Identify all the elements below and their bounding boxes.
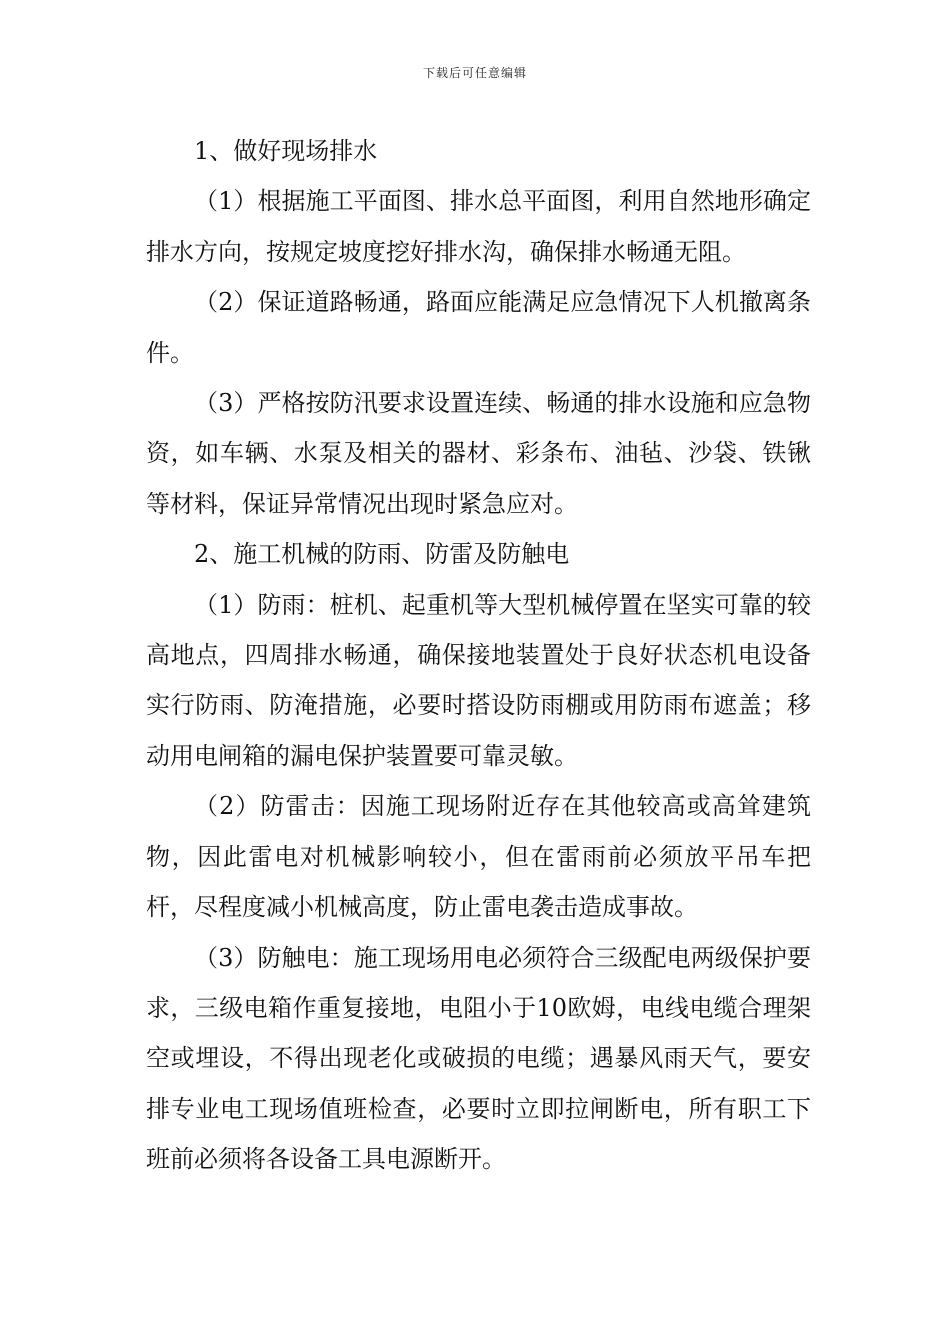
section-heading-machinery-protection: 2、施工机械的防雨、防雷及防触电 <box>194 540 570 569</box>
document-body <box>146 126 811 1185</box>
paragraph-road-access: （2）保证道路畅通，路面应能满足应急情况下人机撤离条件。 <box>146 288 811 367</box>
paragraph-flood-supplies: （3）严格按防汛要求设置连续、畅通的排水设施和应急物资，如车辆、水泵及相关的器材、彩条布、油毡、沙袋、铁锹等材料，保证异常情况出现时紧急应对。 <box>146 389 811 518</box>
section-heading-drainage: 1、做好现场排水 <box>194 137 378 165</box>
header-note: 下载后可任意编辑 <box>422 66 527 80</box>
paragraph-electric-shock-protection: （3）防触电：施工现场用电必须符合三级配电两级保护要求，三级电箱作重复接地，电阻小于10欧姆，电线电缆合理架空或埋设，不得出现老化或破损的电缆；遇暴风雨天气，要安排专业电工现场值班检查，必要时立即拉闸断电，所有职工下班前必须将各设备工具电源断开。 <box>146 943 811 1174</box>
paragraph-rain-protection: （1）防雨：桩机、起重机等大型机械停置在坚实可靠的较高地点，四周排水畅通，确保接地装置处于良好状态机电设备实行防雨、防淹措施，必要时搭设防雨棚或用防雨布遮盖；移动用电闸箱的漏电保护装置要可靠灵敏。 <box>146 590 811 770</box>
paragraph-lightning-protection: （2）防雷击：因施工现场附近存在其他较高或高耸建筑物，因此雷电对机械影响较小，但在雷雨前必须放平吊车把杆，尽程度减小机械高度，防止雷电袭击造成事故。 <box>146 792 811 922</box>
paragraph-drainage-direction: （1）根据施工平面图、排水总平面图，利用自然地形确定排水方向，按规定坡度挖好排水沟，确保排水畅通无阻。 <box>146 187 811 266</box>
